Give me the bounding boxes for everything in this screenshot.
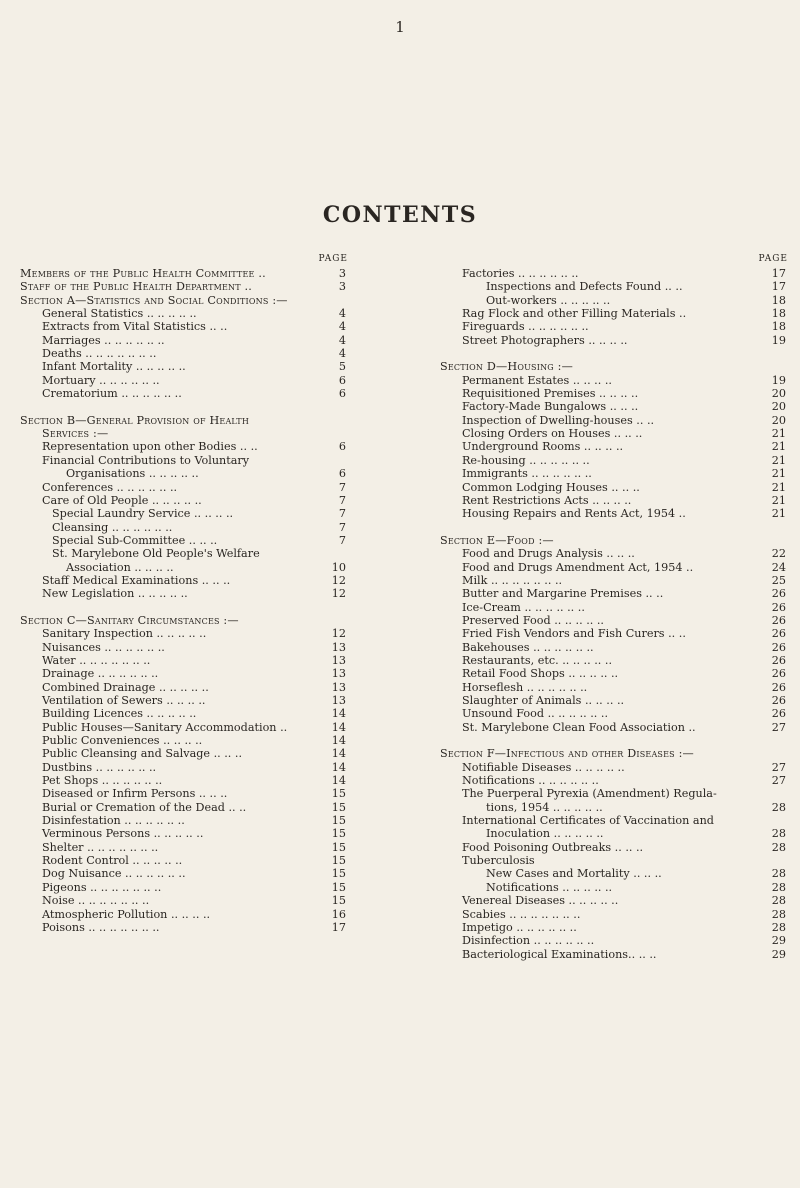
entry-page-number: 29 (771, 934, 786, 948)
contents-entry (440, 334, 790, 347)
contents-entry (20, 534, 350, 547)
entry-label: Section D—Housing :— (440, 360, 573, 374)
contents-entry (20, 694, 350, 707)
entry-label: Factories .. .. .. .. .. .. (462, 267, 579, 280)
contents-entry (20, 334, 350, 347)
entry-page-number: 12 (331, 573, 346, 587)
contents-entry (20, 601, 350, 614)
contents-entry (440, 841, 790, 854)
contents-entry (20, 547, 350, 560)
entry-label: Inspection of Dwelling-houses .. .. (462, 413, 655, 427)
entry-page-number: 21 (771, 427, 786, 441)
entry-page-number: 13 (331, 680, 346, 694)
entry-label: Verminous Persons .. .. .. .. .. (42, 827, 204, 841)
contents-entry (440, 307, 790, 320)
entry-label: Financial Contributions to Voluntary (42, 453, 250, 467)
contents-list (20, 267, 350, 934)
contents-entry (440, 921, 790, 934)
entry-page-number: 15 (331, 867, 346, 881)
entry-label: Diseased or Infirm Persons .. .. .. (42, 787, 228, 801)
entry-page-number: 28 (771, 907, 786, 921)
page-column-header: PAGE (318, 254, 348, 264)
section-heading (20, 414, 350, 427)
entry-label: Scabies .. .. .. .. .. .. .. (462, 907, 581, 921)
entry-page-number: 7 (338, 520, 346, 534)
entry-page-number: 26 (771, 613, 786, 627)
entry-page-number: 13 (331, 640, 346, 654)
entry-label: Deaths .. .. .. .. .. .. .. (42, 347, 157, 361)
contents-entry (20, 814, 350, 827)
contents-list (440, 267, 790, 961)
contents-entry (440, 934, 790, 947)
contents-entry (20, 387, 350, 400)
entry-label: Burial or Cremation of the Dead .. .. (42, 800, 247, 814)
entry-label: Section A—Statistics and Social Conditions :— (20, 293, 288, 307)
contents-entry (20, 894, 350, 907)
entry-page-number: 21 (771, 507, 786, 521)
contents-entry (20, 360, 350, 373)
contents-entry (440, 414, 790, 427)
entry-page-number: 26 (771, 680, 786, 694)
entry-label: Dog Nuisance .. .. .. .. .. .. (42, 867, 186, 881)
entry-page-number: 14 (331, 747, 346, 761)
entry-page-number: 19 (771, 373, 786, 387)
contents-entry (440, 801, 790, 814)
entry-page-number: 28 (771, 827, 786, 841)
entry-page-number: 27 (771, 760, 786, 774)
section-heading (440, 747, 790, 760)
contents-entry (440, 881, 790, 894)
section-heading (20, 294, 350, 307)
contents-entry (20, 400, 350, 413)
contents-entry (20, 827, 350, 840)
entry-page-number: 22 (771, 547, 786, 561)
entry-page-number: 15 (331, 800, 346, 814)
entry-label: Preserved Food .. .. .. .. .. (462, 613, 604, 627)
entry-page-number: 7 (338, 533, 346, 547)
entry-page-number: 20 (771, 400, 786, 414)
entry-label: Nuisances .. .. .. .. .. .. (42, 640, 165, 654)
entry-page-number: 17 (331, 920, 346, 934)
entry-label: Out-workers .. .. .. .. .. (486, 293, 611, 307)
contents-entry (440, 587, 790, 600)
entry-label: Requisitioned Premises .. .. .. .. (462, 387, 639, 401)
entry-label: Food and Drugs Amendment Act, 1954 .. (462, 560, 694, 574)
entry-label: Combined Drainage .. .. .. .. .. (42, 680, 209, 694)
contents-entry (440, 507, 790, 520)
entry-page-number: 25 (771, 573, 786, 587)
entry-page-number: 4 (338, 307, 346, 321)
entry-page-number: 20 (771, 413, 786, 427)
entry-page-number: 20 (771, 387, 786, 401)
section-heading (20, 267, 350, 280)
entry-label: Inspections and Defects Found .. .. (486, 280, 683, 294)
entry-label: New Legislation .. .. .. .. .. (42, 587, 188, 601)
contents-entry (20, 787, 350, 800)
entry-label: Staff Medical Examinations .. .. .. (42, 573, 231, 587)
entry-label: Food and Drugs Analysis .. .. .. (462, 547, 635, 561)
entry-page-number: 21 (771, 480, 786, 494)
contents-entry (440, 774, 790, 787)
page-title: CONTENTS (322, 202, 478, 228)
entry-page-number: 18 (771, 307, 786, 321)
entry-page-number: 27 (771, 720, 786, 734)
entry-page-number: 18 (771, 293, 786, 307)
page-column-header: PAGE (758, 254, 788, 264)
contents-entry (20, 454, 350, 467)
contents-entry (440, 467, 790, 480)
section-heading (20, 280, 350, 293)
entry-label: International Certificates of Vaccination and (462, 814, 714, 828)
contents-entry (440, 787, 790, 800)
section-heading (440, 534, 790, 547)
contents-entry (440, 614, 790, 627)
contents-entry (440, 574, 790, 587)
contents-entry (440, 721, 790, 734)
contents-entry (20, 681, 350, 694)
entry-page-number: 21 (771, 440, 786, 454)
contents-entry (440, 521, 790, 534)
contents-entry (440, 294, 790, 307)
entry-page-number: 28 (771, 867, 786, 881)
entry-page-number: 10 (331, 560, 346, 574)
contents-entry (20, 320, 350, 333)
entry-label: Ice-Cream .. .. .. .. .. .. (462, 600, 585, 614)
entry-label: Rent Restrictions Acts .. .. .. .. (462, 493, 632, 507)
entry-label: Factory-Made Bungalows .. .. .. (462, 400, 639, 414)
entry-label: Conferences .. .. .. .. .. .. (42, 480, 178, 494)
contents-entry (440, 867, 790, 880)
contents-entry (440, 707, 790, 720)
entry-label: Closing Orders on Houses .. .. .. (462, 427, 643, 441)
entry-page-number: 17 (771, 280, 786, 294)
contents-entry (20, 867, 350, 880)
entry-label: Organisations .. .. .. .. .. (66, 467, 199, 481)
entry-label: New Cases and Mortality .. .. .. (486, 867, 662, 881)
entry-label: Common Lodging Houses .. .. .. (462, 480, 640, 494)
contents-entry (440, 547, 790, 560)
entry-page-number: 6 (338, 373, 346, 387)
contents-entry (440, 601, 790, 614)
entry-page-number: 7 (338, 507, 346, 521)
entry-label: Section C—Sanitary Circumstances :— (20, 613, 239, 627)
contents-entry (20, 440, 350, 453)
contents-entry (20, 854, 350, 867)
entry-label: Impetigo .. .. .. .. .. .. (462, 920, 577, 934)
contents-entry (20, 347, 350, 360)
contents-entry (20, 841, 350, 854)
contents-entry (440, 320, 790, 333)
contents-entry (20, 747, 350, 760)
entry-label: Bakehouses .. .. .. .. .. .. (462, 640, 594, 654)
entry-label: Public Cleansing and Salvage .. .. .. (42, 747, 243, 761)
entry-label: Representation upon other Bodies .. .. (42, 440, 258, 454)
entry-page-number: 7 (338, 493, 346, 507)
entry-page-number: 21 (771, 493, 786, 507)
entry-label: St. Marylebone Clean Food Association .. (462, 720, 696, 734)
entry-label: tions, 1954 .. .. .. .. .. (486, 800, 603, 814)
entry-page-number: 15 (331, 854, 346, 868)
entry-label: Disinfestation .. .. .. .. .. .. (42, 814, 185, 828)
entry-label: Members of the Public Health Committee .. (20, 267, 266, 280)
contents-right-column (440, 254, 790, 961)
entry-label: The Puerperal Pyrexia (Amendment) Regula- (462, 787, 717, 801)
entry-page-number: 7 (338, 480, 346, 494)
entry-label: Infant Mortality .. .. .. .. .. (42, 360, 186, 374)
entry-label: Sanitary Inspection .. .. .. .. .. (42, 627, 207, 641)
contents-entry (440, 694, 790, 707)
entry-page-number: 17 (771, 267, 786, 280)
entry-label: Care of Old People .. .. .. .. .. (42, 493, 202, 507)
contents-entry (20, 801, 350, 814)
entry-label: Marriages .. .. .. .. .. .. (42, 333, 165, 347)
entry-label: Notifiable Diseases .. .. .. .. .. (462, 760, 625, 774)
contents-entry (440, 627, 790, 640)
contents-entry (20, 374, 350, 387)
entry-page-number: 12 (331, 627, 346, 641)
entry-label: Food Poisoning Outbreaks .. .. .. (462, 840, 644, 854)
contents-entry (440, 454, 790, 467)
page-number: 1 (395, 18, 405, 36)
contents-entry (20, 627, 350, 640)
entry-page-number: 14 (331, 774, 346, 788)
contents-entry (20, 654, 350, 667)
entry-page-number: 26 (771, 600, 786, 614)
contents-entry (440, 641, 790, 654)
contents-entry (440, 654, 790, 667)
contents-entry (20, 481, 350, 494)
entry-label: Permanent Estates .. .. .. .. (462, 373, 612, 387)
entry-page-number: 14 (331, 734, 346, 748)
contents-left-column (20, 254, 350, 934)
entry-page-number: 3 (338, 267, 346, 280)
entry-label: Pigeons .. .. .. .. .. .. .. (42, 880, 162, 894)
entry-label: St. Marylebone Old People's Welfare (52, 547, 260, 561)
entry-page-number: 6 (338, 467, 346, 481)
contents-entry (440, 667, 790, 680)
entry-label: Cleansing .. .. .. .. .. .. (52, 520, 173, 534)
entry-label: Notifications .. .. .. .. .. (486, 880, 613, 894)
entry-page-number: 28 (771, 894, 786, 908)
contents-entry (20, 561, 350, 574)
entry-page-number: 14 (331, 760, 346, 774)
contents-entry (20, 507, 350, 520)
entry-label: Rag Flock and other Filling Materials .. (462, 307, 687, 321)
entry-page-number: 4 (338, 320, 346, 334)
entry-page-number: 6 (338, 440, 346, 454)
contents-entry (440, 908, 790, 921)
entry-page-number: 13 (331, 667, 346, 681)
entry-page-number: 26 (771, 694, 786, 707)
contents-entry (20, 641, 350, 654)
entry-label: Ventilation of Sewers .. .. .. .. (42, 694, 206, 707)
contents-entry (20, 307, 350, 320)
entry-label: Drainage .. .. .. .. .. .. (42, 667, 159, 681)
entry-page-number: 21 (771, 467, 786, 481)
contents-entry (440, 761, 790, 774)
contents-entry (440, 267, 790, 280)
entry-page-number: 4 (338, 347, 346, 361)
entry-label: Underground Rooms .. .. .. .. (462, 440, 624, 454)
entry-label: Services :— (42, 427, 109, 441)
entry-label: Dustbins .. .. .. .. .. .. (42, 760, 157, 774)
entry-page-number: 5 (338, 360, 346, 374)
entry-page-number: 15 (331, 787, 346, 801)
entry-label: Notifications .. .. .. .. .. .. (462, 774, 599, 788)
contents-entry (20, 521, 350, 534)
contents-entry (440, 494, 790, 507)
entry-label: Noise .. .. .. .. .. .. .. (42, 894, 150, 908)
entry-page-number: 21 (771, 453, 786, 467)
entry-label: Public Houses—Sanitary Accommodation .. (42, 720, 288, 734)
contents-entry (440, 387, 790, 400)
entry-page-number: 15 (331, 827, 346, 841)
entry-label: Mortuary .. .. .. .. .. .. (42, 373, 160, 387)
contents-entry (20, 908, 350, 921)
contents-entry (20, 721, 350, 734)
contents-entry (20, 587, 350, 600)
entry-label: Water .. .. .. .. .. .. .. (42, 653, 151, 667)
entry-page-number: 29 (771, 947, 786, 961)
entry-page-number: 13 (331, 653, 346, 667)
contents-entry (440, 280, 790, 293)
entry-label: Poisons .. .. .. .. .. .. .. (42, 920, 160, 934)
entry-page-number: 28 (771, 920, 786, 934)
entry-label: Fireguards .. .. .. .. .. .. (462, 320, 589, 334)
entry-page-number: 14 (331, 707, 346, 721)
entry-label: Section B—General Provision of Health (20, 413, 250, 427)
entry-page-number: 15 (331, 894, 346, 908)
entry-label: Butter and Margarine Premises .. .. (462, 587, 664, 601)
entry-page-number: 6 (338, 387, 346, 401)
entry-page-number: 24 (771, 560, 786, 574)
entry-page-number: 28 (771, 800, 786, 814)
entry-label: Disinfection .. .. .. .. .. .. (462, 934, 595, 948)
contents-entry (440, 374, 790, 387)
entry-page-number: 14 (331, 720, 346, 734)
entry-page-number: 4 (338, 333, 346, 347)
entry-label: Special Laundry Service .. .. .. .. (52, 507, 234, 521)
entry-label: Milk .. .. .. .. .. .. .. (462, 573, 563, 587)
entry-page-number: 26 (771, 587, 786, 601)
entry-page-number: 26 (771, 707, 786, 721)
contents-entry (440, 681, 790, 694)
entry-label: Horseflesh .. .. .. .. .. .. (462, 680, 588, 694)
contents-entry (20, 707, 350, 720)
contents-entry (20, 774, 350, 787)
entry-page-number: 26 (771, 627, 786, 641)
entry-page-number: 16 (331, 907, 346, 921)
entry-page-number: 18 (771, 320, 786, 334)
entry-page-number: 15 (331, 814, 346, 828)
contents-entry (440, 827, 790, 840)
entry-page-number: 28 (771, 840, 786, 854)
entry-page-number: 15 (331, 840, 346, 854)
section-heading (20, 427, 350, 440)
contents-entry (440, 427, 790, 440)
entry-label: Shelter .. .. .. .. .. .. .. (42, 840, 159, 854)
entry-label: Street Photographers .. .. .. .. (462, 333, 628, 347)
entry-label: Section E—Food :— (440, 533, 554, 547)
entry-label: Pet Shops .. .. .. .. .. .. (42, 774, 163, 788)
entry-label: Crematorium .. .. .. .. .. .. (42, 387, 182, 401)
entry-label: Immigrants .. .. .. .. .. .. (462, 467, 592, 481)
entry-label: Rodent Control .. .. .. .. .. (42, 854, 183, 868)
contents-entry (440, 347, 790, 360)
entry-label: Unsound Food .. .. .. .. .. .. (462, 707, 609, 721)
contents-entry (440, 854, 790, 867)
contents-entry (20, 494, 350, 507)
entry-label: Fried Fish Vendors and Fish Curers .. .. (462, 627, 686, 641)
contents-entry (20, 574, 350, 587)
contents-entry (440, 814, 790, 827)
entry-label: Public Conveniences .. .. .. .. (42, 734, 203, 748)
entry-label: Building Licences .. .. .. .. .. (42, 707, 197, 721)
contents-entry (20, 734, 350, 747)
contents-entry (20, 921, 350, 934)
entry-page-number: 26 (771, 653, 786, 667)
entry-label: Inoculation .. .. .. .. .. (486, 827, 604, 841)
entry-label: General Statistics .. .. .. .. .. (42, 307, 197, 321)
contents-entry (20, 881, 350, 894)
section-heading (20, 614, 350, 627)
contents-entry (440, 894, 790, 907)
entry-label: Re-housing .. .. .. .. .. .. (462, 453, 590, 467)
entry-label: Atmospheric Pollution .. .. .. .. (42, 907, 211, 921)
entry-page-number: 27 (771, 774, 786, 788)
entry-page-number: 15 (331, 880, 346, 894)
entry-label: Bacteriological Examinations.. .. .. (462, 947, 657, 961)
entry-page-number: 26 (771, 640, 786, 654)
contents-entry (440, 440, 790, 453)
entry-label: Staff of the Public Health Department .. (20, 280, 253, 294)
contents-entry (20, 761, 350, 774)
contents-entry (440, 400, 790, 413)
entry-label: Tuberculosis (462, 854, 535, 868)
contents-entry (440, 561, 790, 574)
entry-page-number: 19 (771, 333, 786, 347)
entry-label: Venereal Diseases .. .. .. .. .. (462, 894, 619, 908)
entry-label: Housing Repairs and Rents Act, 1954 .. (462, 507, 686, 521)
entry-page-number: 13 (331, 694, 346, 707)
contents-entry (440, 481, 790, 494)
contents-entry (20, 667, 350, 680)
entry-label: Slaughter of Animals .. .. .. .. (462, 694, 625, 707)
contents-entry (440, 948, 790, 961)
entry-label: Extracts from Vital Statistics .. .. (42, 320, 228, 334)
contents-entry (20, 467, 350, 480)
entry-page-number: 3 (338, 280, 346, 294)
entry-label: Special Sub-Committee .. .. .. (52, 533, 218, 547)
entry-label: Association .. .. .. .. (66, 560, 174, 574)
section-heading (440, 360, 790, 373)
entry-page-number: 26 (771, 667, 786, 681)
entry-page-number: 28 (771, 880, 786, 894)
entry-label: Restaurants, etc. .. .. .. .. .. (462, 653, 613, 667)
entry-page-number: 12 (331, 587, 346, 601)
entry-label: Retail Food Shops .. .. .. .. .. (462, 667, 619, 681)
contents-entry (440, 734, 790, 747)
entry-label: Section F—Infectious and other Diseases :— (440, 747, 694, 761)
